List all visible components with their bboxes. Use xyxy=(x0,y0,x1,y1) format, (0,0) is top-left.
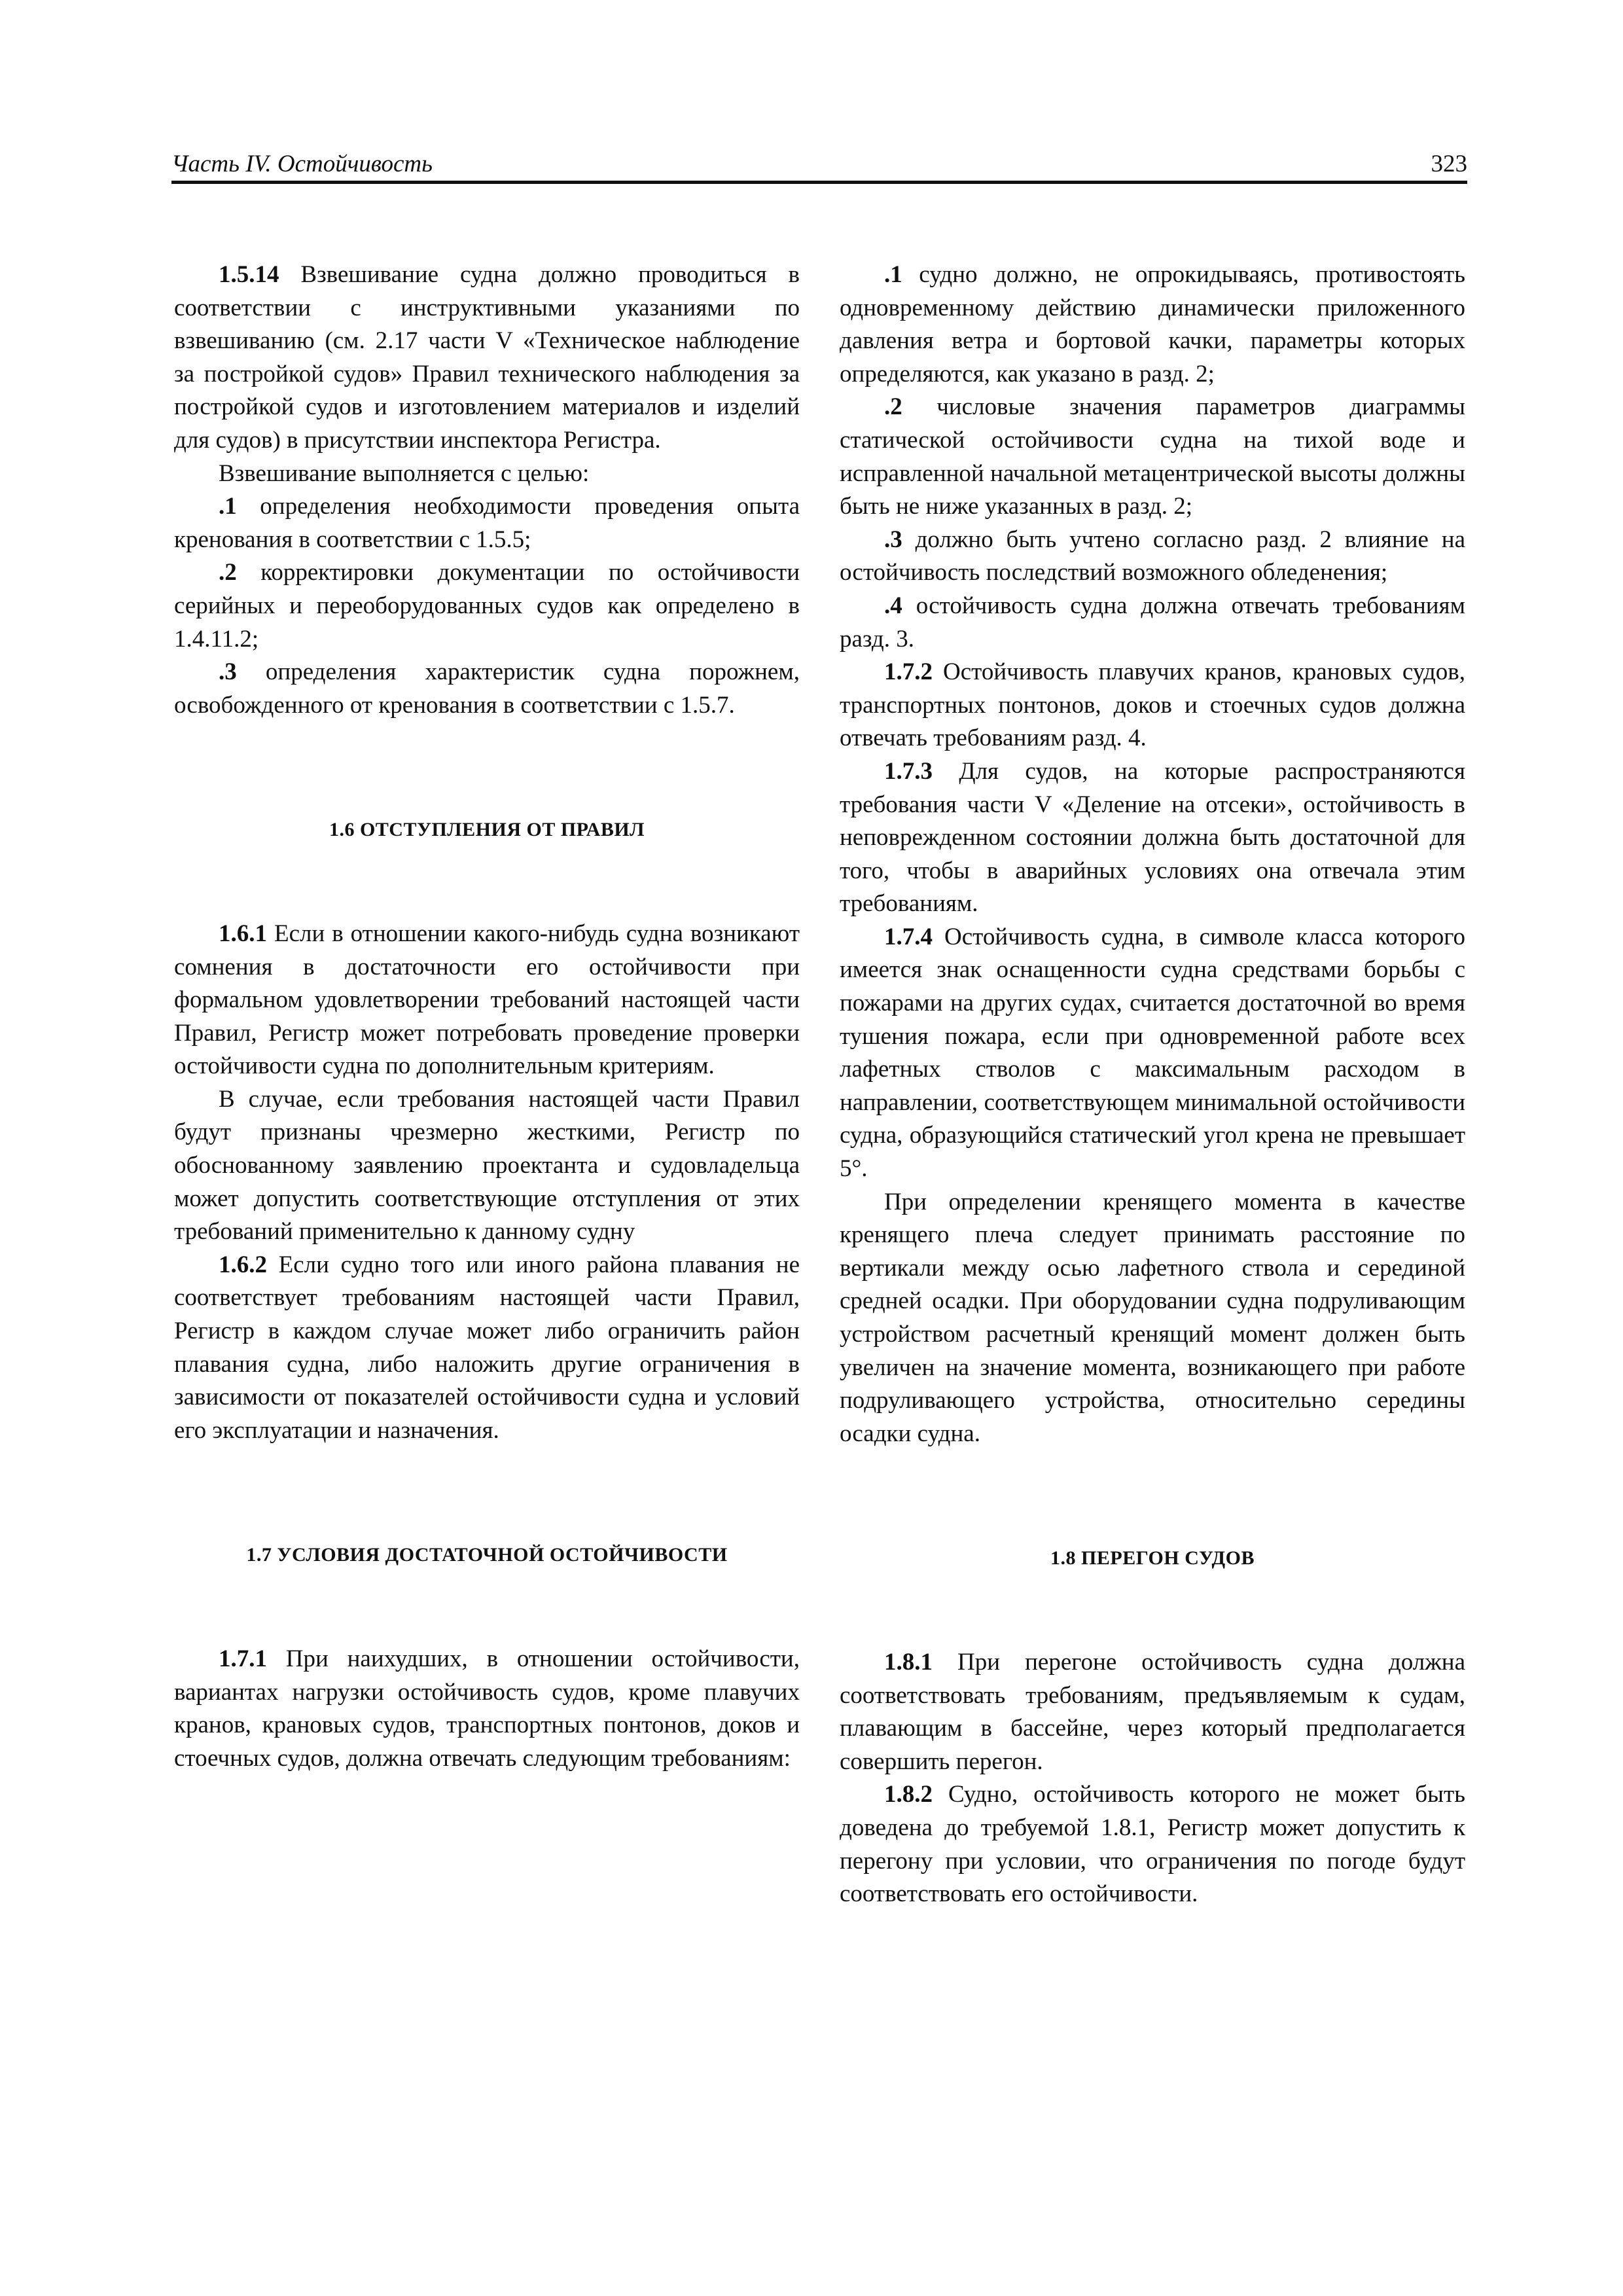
clause-number: 1.8.1 xyxy=(884,1648,933,1676)
item-number: .1 xyxy=(219,493,237,520)
paragraph-1-8-2 xyxy=(840,1778,1465,1910)
clause-number: 1.8.2 xyxy=(884,1781,933,1808)
item-text: остойчивость судна должна отвечать требованиям разд. 3. xyxy=(840,592,1465,653)
spacer xyxy=(840,1575,1465,1646)
spacer xyxy=(840,1450,1465,1542)
paragraph-1-7-3 xyxy=(840,755,1465,921)
list-item-1 xyxy=(174,490,800,556)
clause-number: 1.6.1 xyxy=(219,920,267,947)
section-heading-1-6: 1.6 ОТСТУПЛЕНИЯ ОТ ПРАВИЛ xyxy=(329,819,645,841)
item-text: корректировки документации по остойчивости серийных и переоборудованных судов как определено в 1.4.11.2; xyxy=(174,559,800,653)
paragraph-text: Судно, остойчивость которого не может быть доведена до требуемой 1.8.1, Регистр может допустить к перегону при условии, что ограничения по погоде будут соответствовать его остойчивости. xyxy=(840,1781,1465,1908)
section-heading-1-7: 1.7 УСЛОВИЯ ДОСТАТОЧНОЙ ОСТОЙЧИВОСТИ xyxy=(246,1544,728,1566)
list-item-r1 xyxy=(840,259,1465,391)
paragraph-1-7-1 xyxy=(174,1643,800,1775)
paragraph-text: Если в отношении какого-нибудь судна возникают сомнения в достаточности его остойчивости при формальном удовлетворении требований настоящей части Правил, Регистр может потребовать проведение проверки остойчивости судна по дополнительным критериям. xyxy=(174,920,800,1080)
paragraph-text: При наихудших, в отношении остойчивости, вариантах нагрузки остойчивость судов, кроме плавучих кранов, крановых судов, транспортных понтонов, доков и стоечных судов, должна отвечать следующим требованиям: xyxy=(174,1645,800,1772)
item-text: числовые значения параметров диаграммы статической остойчивости судна на тихой воде и исправленной начальной метацентрической высоты должны быть не ниже указанных в разд. 2; xyxy=(840,393,1465,520)
paragraph-1-6-1-b: В случае, если требования настоящей части Правил будут признаны чрезмерно жесткими, Регистр по обоснованному заявлению проектанта и судовладельца может допустить соответствующие отступления от этих требований применительно к данному судну xyxy=(174,1085,800,1246)
paragraph-text: При перегоне остойчивость судна должна соответствовать требованиям, предъявляемым к судам, плавающим в бассейне, через который предполагается совершить перегон. xyxy=(840,1648,1465,1775)
paragraph-1-8-1 xyxy=(840,1646,1465,1778)
list-item-r3 xyxy=(840,524,1465,590)
clause-number: 1.7.2 xyxy=(884,658,933,686)
right-column xyxy=(840,259,1465,1911)
paragraph-1-6-2 xyxy=(174,1249,800,1448)
item-number: .3 xyxy=(219,658,237,686)
clause-number: 1.7.4 xyxy=(884,923,933,950)
page-header xyxy=(171,143,1467,184)
item-text: должно быть учтено согласно разд. 2 влияние на остойчивость последствий возможного обледенения; xyxy=(840,526,1465,586)
list-item-r4 xyxy=(840,590,1465,656)
spacer xyxy=(174,1572,800,1643)
clause-number: 1.7.1 xyxy=(219,1645,267,1672)
page-number: 323 xyxy=(1431,151,1467,177)
paragraph-weigh-purpose: Взвешивание выполняется с целью: xyxy=(219,459,590,487)
paragraph-text: Остойчивость плавучих кранов, крановых судов, транспортных понтонов, доков и стоечных судов должна отвечать требованиям разд. 4. xyxy=(840,658,1465,752)
item-text: судно должно, не опрокидываясь, противостоять одновременному действию динамически приложенного давления ветра и бортовой качки, параметры которых определяются, как указано в разд. 2; xyxy=(840,261,1465,387)
spacer xyxy=(174,1447,800,1539)
clause-number: 1.6.2 xyxy=(219,1251,267,1278)
paragraph-1-7-4-b: При определении кренящего момента в качестве кренящего плеча следует принимать расстояние по вертикали между осью лафетного ствола и серединой средней осадки. При оборудовании судна подруливающим устройством расчетный кренящий момент должен быть увеличен на значение момента, возникающего при работе подруливающего устройства, относительно середины осадки судна. xyxy=(840,1188,1465,1447)
item-number: .2 xyxy=(219,559,237,586)
item-number: .1 xyxy=(884,261,902,288)
section-heading-1-8: 1.8 ПЕРЕГОН СУДОВ xyxy=(1050,1547,1255,1570)
paragraph-1-5-14 xyxy=(174,259,800,457)
spacer xyxy=(174,722,800,814)
paragraph-text: Если судно того или иного района плавания не соответствует требованиям настоящей части Правил, Регистр в каждом случае может либо ограничить район плавания судна, либо наложить другие ограничения в зависимости от показателей остойчивости судна и условий его эксплуатации и назначения. xyxy=(174,1251,800,1444)
list-item-3 xyxy=(174,656,800,722)
left-column xyxy=(174,259,800,1775)
paragraph-text: Взвешивание судна должно проводиться в соответствии с инструктивными указаниями по взвешиванию (см. 2.17 части V «Техническое наблюдение за постройкой судов» Правил технического наблюдения за постройкой судов и изготовлением материалов и изделий для судов) в присутствии инспектора Регистра. xyxy=(174,261,800,454)
list-item-r2 xyxy=(840,391,1465,523)
clause-number: 1.5.14 xyxy=(219,261,279,288)
paragraph-1-7-4 xyxy=(840,921,1465,1186)
spacer xyxy=(174,847,800,918)
clause-number: 1.7.3 xyxy=(884,757,933,785)
item-text: определения необходимости проведения опыта кренования в соответствии с 1.5.5; xyxy=(174,493,800,553)
paragraph-text: Для судов, на которые распространяются требования части V «Деление на отсеки», остойчивость в неповрежденном состоянии должна быть достаточной для того, чтобы в аварийных условиях она отвечала этим требованиям. xyxy=(840,757,1465,918)
item-number: .4 xyxy=(884,592,902,619)
paragraph-1-6-1 xyxy=(174,918,800,1083)
running-title: Часть IV. Остойчивость xyxy=(171,151,433,177)
list-item-2 xyxy=(174,556,800,656)
paragraph-text: Остойчивость судна, в символе класса которого имеется знак оснащенности судна средствами борьбы с пожарами на других судах, считается достаточной во время тушения пожара, если при одновременной работе всех лафетных стволов с максимальным расходом в направлении, соответствующем минимальной остойчивости судна, образующийся статический угол крена не превышает 5°. xyxy=(840,923,1465,1183)
item-text: определения характеристик судна порожнем, освобожденного от кренования в соответствии с 1.5.7. xyxy=(174,658,800,719)
item-number: .2 xyxy=(884,393,902,421)
paragraph-1-7-2 xyxy=(840,656,1465,755)
item-number: .3 xyxy=(884,526,902,553)
